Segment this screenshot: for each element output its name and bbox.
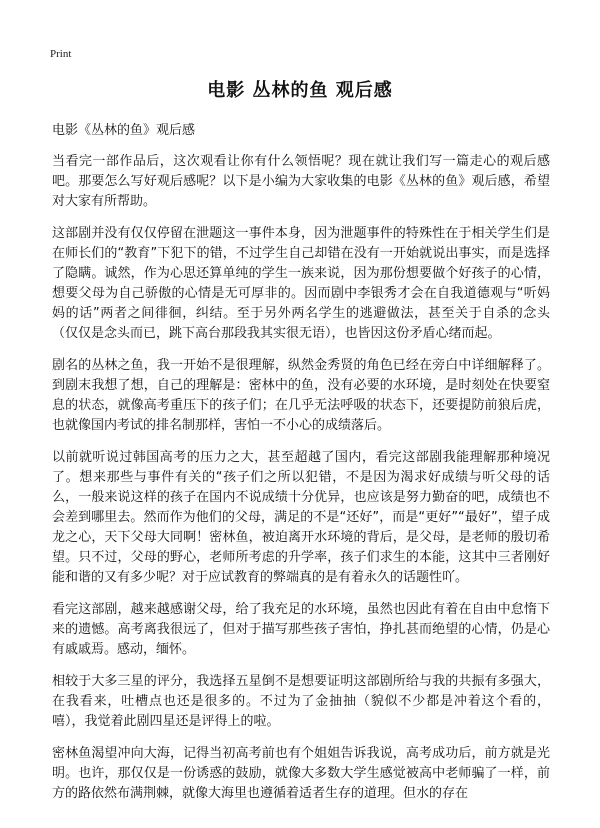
paragraph-3: 剧名的丛林之鱼，我一开始不是很理解，纵然金秀贤的角色已经在旁白中详细解释了。到剧末我想了想，自己的理解是：密林中的鱼，没有必要的水环境，是时刻处在快要窒息的状态，就像高考重压下的孩子们；在几乎无法呼吸的状态下，还要提防前狼后虎，也就像国内考试的排名制那样，害怕一不小心的成绩落后。 bbox=[52, 358, 550, 433]
paragraph-7: 密林鱼渴望冲向大海，记得当初高考前也有个姐姐告诉我说，高考成功后，前方就是光明。也许，那仅仅是一份诱惑的鼓励，就像大多数大学生感觉被高中老师骗了一样，前方的路依然布满荆棘，就像大海里也遵循着适者生存的道理。但水的存在 bbox=[52, 746, 550, 801]
paragraph-4: 以前就听说过韩国高考的压力之大，甚至超越了国内，看完这部剧我能理解那种境况了。想来那些与事件有关的“孩子们之所以犯错，不是因为渴求好成绩与听父母的话么，一般来说这样的孩子在国内不说成绩十分优异，也应该是努力勤奋的吧，成绩也不会差到哪里去。然而作为他们的父母，满足的不是“还好”，而是“更好”“最好”，望子成龙之心，天下父母大同啊！密林鱼，被迫离开水环境的背后，是父母，是老师的殷切希望。只不过，父母的野心，老师所考虑的升学率，孩子们求生的本能，这其中三者刚好能和谐的又有多少呢？对于应试教育的弊端真的是有着永久的话题性吖。 bbox=[52, 450, 550, 585]
paragraph-intro: 当看完一部作品后，这次观看让你有什么领悟呢？现在就让我们写一篇走心的观后感吧。那要怎么写好观后感呢？以下是小编为大家收集的电影《丛林的鱼》观后感，希望对大家有所帮助。 bbox=[52, 154, 550, 209]
article-subtitle: 电影《丛林的鱼》观后感 bbox=[52, 123, 196, 138]
paragraph-5: 看完这部剧，越来越感谢父母，给了我充足的水环境，虽然也因此有着在自由中怠惰下来的遗憾。高考离我很远了，但对于描写那些孩子害怕，挣扎甚而绝望的心情，仍是心有戚戚焉。感动，缅怀。 bbox=[52, 602, 550, 657]
page-title: 电影 丛林的鱼 观后感 bbox=[207, 80, 393, 101]
paragraph-6: 相较于大多三星的评分，我选择五星倒不是想要证明这部剧所给与我的共振有多强大，在我看来，吐槽点也还是很多的。不过为了金抽抽（貌似不少都是冲着这个看的，嘻），我觉着此剧四星还是评得上的啦。 bbox=[52, 674, 550, 729]
paragraph-2: 这部剧并没有仅仅停留在泄题这一事件本身，因为泄题事件的特殊性在于相关学生们是在师长们的“教育”下犯下的错，不过学生自己却错在没有一开始就说出事实，而是选择了隐瞒。诚然，作为心思还算单纯的学生一族来说，因为那份想要做个好孩子的心情，想要父母为自己骄傲的心情是无可厚非的。因而剧中李银秀才会在自我道德观与“听妈妈的话”两者之间徘徊，纠结。至于另外两名学生的逃避做法，甚至关于自杀的念头（仅仅是念头而已，跳下高台那段我其实很无语），也皆因这份矛盾心绪而起。 bbox=[52, 226, 550, 341]
print-label: Print bbox=[50, 48, 72, 60]
article-body bbox=[52, 122, 550, 816]
